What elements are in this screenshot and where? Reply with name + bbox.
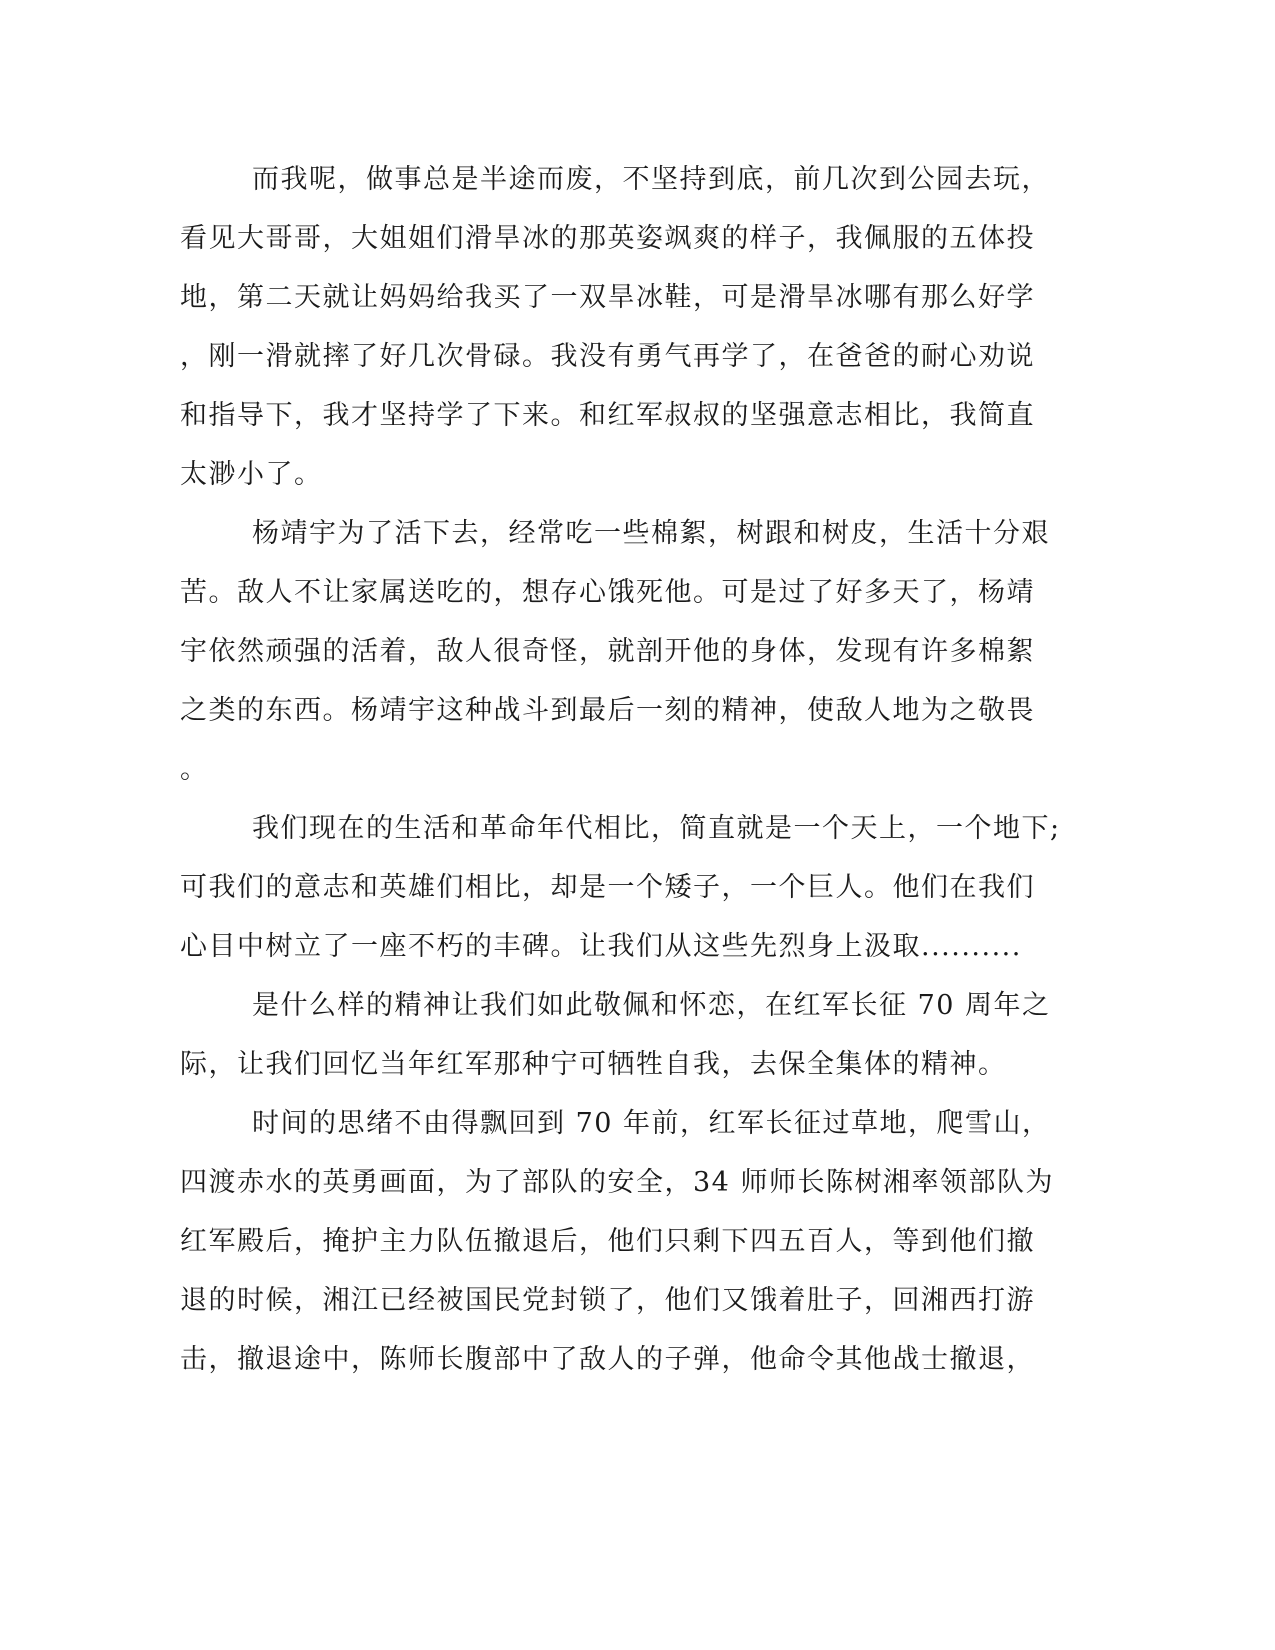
- text-line: ，刚一滑就摔了好几次骨碌。我没有勇气再学了，在爸爸的耐心劝说: [180, 341, 1035, 372]
- text-line: 杨靖宇为了活下去，经常吃一些棉絮，树跟和树皮，生活十分艰: [252, 518, 1050, 549]
- text-line: 我们现在的生活和革命年代相比，简直就是一个天上，一个地下;: [252, 813, 1061, 844]
- text-line: 红军殿后，掩护主力队伍撤退后，他们只剩下四五百人，等到他们撤: [180, 1226, 1035, 1257]
- text-line: 太渺小了。: [180, 459, 323, 490]
- text-line: 地，第二天就让妈妈给我买了一双旱冰鞋，可是滑旱冰哪有那么好学: [180, 282, 1035, 313]
- text-line: 可我们的意志和英雄们相比，却是一个矮子，一个巨人。他们在我们: [180, 872, 1035, 903]
- text-line: 心目中树立了一座不朽的丰碑。让我们从这些先烈身上汲取..........: [180, 931, 1022, 962]
- text-line: 击，撤退途中，陈师长腹部中了敌人的子弹，他命令其他战士撤退，: [180, 1344, 1035, 1375]
- text-line: 际，让我们回忆当年红军那种宁可牺牲自我，去保全集体的精神。: [180, 1049, 1007, 1080]
- text-line: 四渡赤水的英勇画面，为了部队的安全，34 师师长陈树湘率领部队为: [180, 1167, 1054, 1198]
- text-line: 和指导下，我才坚持学了下来。和红军叔叔的坚强意志相比，我简直: [180, 400, 1035, 431]
- text-line: 之类的东西。杨靖宇这种战斗到最后一刻的精神，使敌人地为之敬畏: [180, 695, 1035, 726]
- text-line: 宇依然顽强的活着，敌人很奇怪，就剖开他的身体，发现有许多棉絮: [180, 636, 1035, 667]
- text-line: 。: [180, 754, 209, 785]
- text-line: 是什么样的精神让我们如此敬佩和怀恋，在红军长征 70 周年之: [252, 990, 1051, 1021]
- text-line: 而我呢，做事总是半途而废，不坚持到底，前几次到公园去玩，: [252, 164, 1050, 195]
- text-line: 苦。敌人不让家属送吃的，想存心饿死他。可是过了好多天了，杨靖: [180, 577, 1035, 608]
- text-line: 时间的思绪不由得飘回到 70 年前，红军长征过草地，爬雪山，: [252, 1108, 1051, 1139]
- text-line: 看见大哥哥，大姐姐们滑旱冰的那英姿飒爽的样子，我佩服的五体投: [180, 223, 1035, 254]
- text-line: 退的时候，湘江已经被国民党封锁了，他们又饿着肚子，回湘西打游: [180, 1285, 1035, 1316]
